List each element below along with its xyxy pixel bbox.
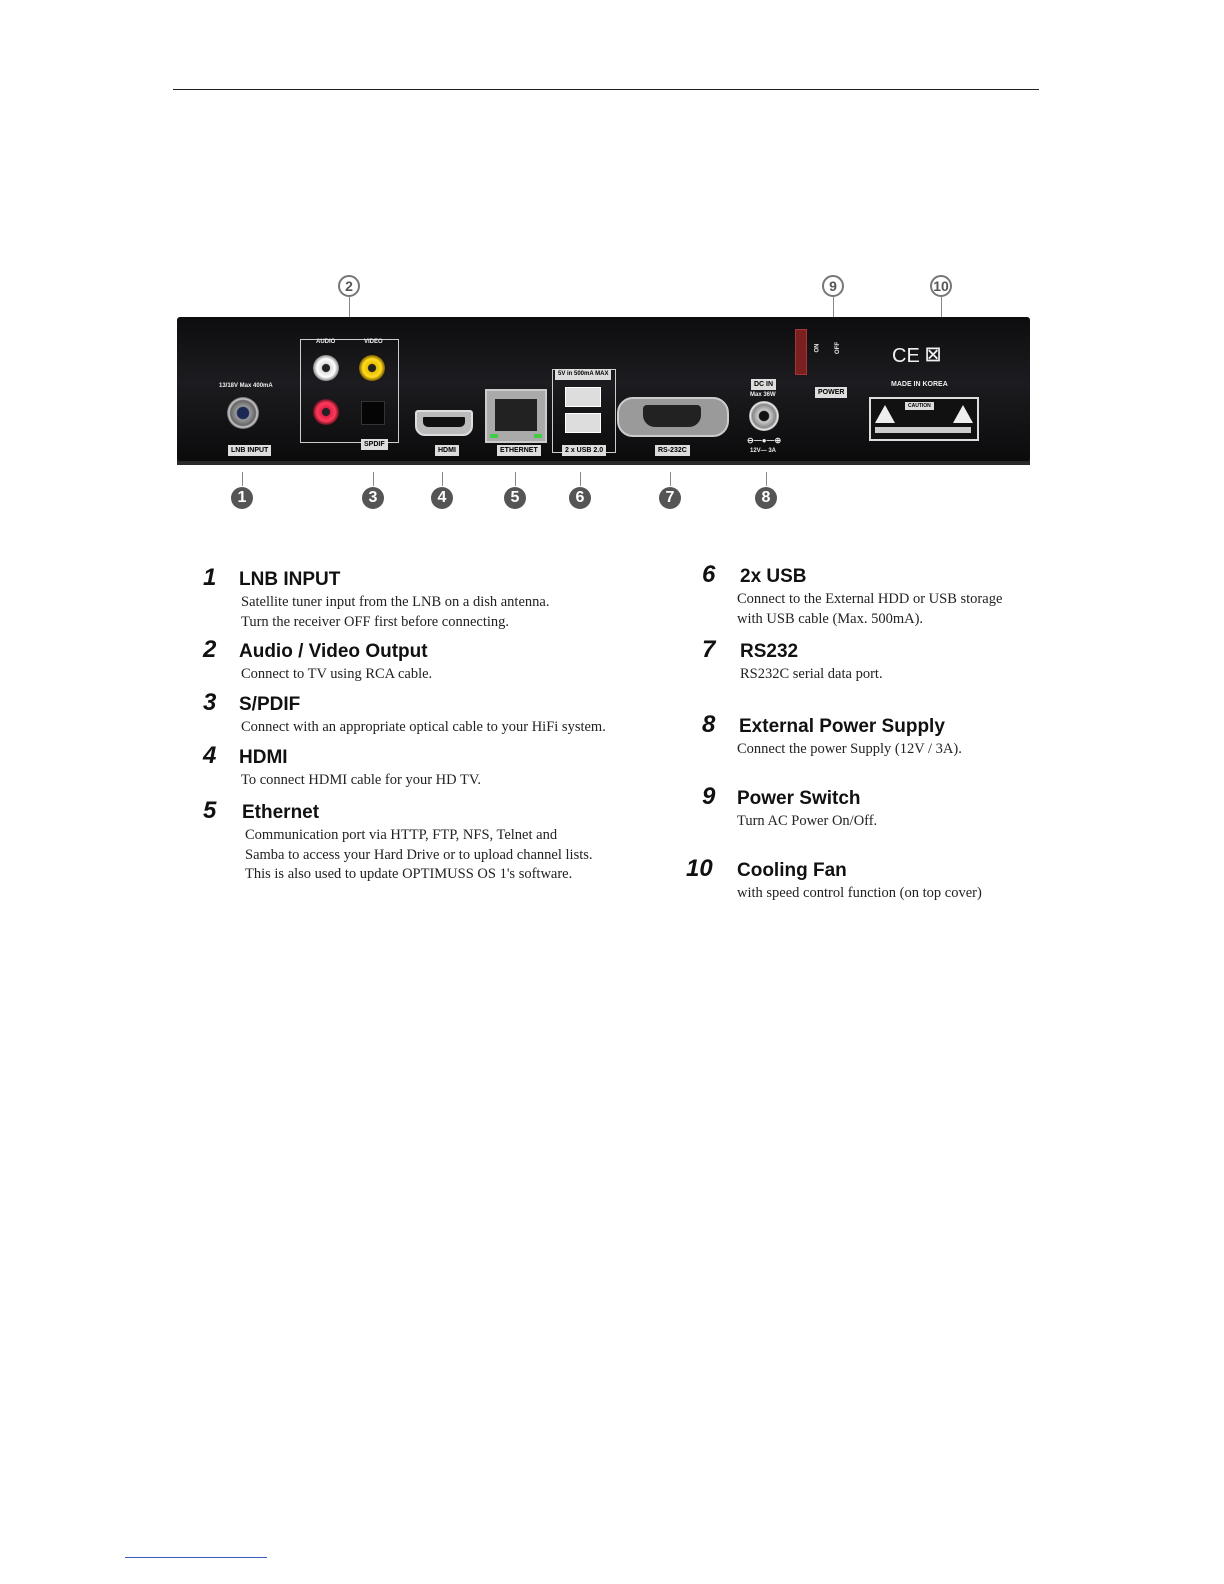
legend-item xyxy=(203,565,663,629)
video-label: VIDEO xyxy=(364,339,383,345)
switch-off-label: OFF xyxy=(835,342,841,354)
item-description: Connect to the External HDD or USB storage with USB cable (Max. 500mA). xyxy=(737,591,1003,627)
legend-item xyxy=(203,798,663,888)
item-description: with speed control function (on top cover) xyxy=(737,885,982,901)
dc-jack xyxy=(749,401,779,431)
item-number: 1 xyxy=(203,564,217,591)
item-title: Power Switch xyxy=(737,788,861,809)
receiver-rear xyxy=(177,317,1030,462)
item-description: Connect with an appropriate optical cable to your HiFi system. xyxy=(241,719,606,735)
footnote-rule xyxy=(125,1557,267,1558)
item-description: RS232C serial data port. xyxy=(740,666,883,682)
item-description: To connect HDMI cable for your HD TV. xyxy=(241,772,482,788)
usb-spec-label: 5V in 500mA MAX xyxy=(555,369,611,380)
dc-max-label: Max 36W xyxy=(750,392,776,398)
item-description: Communication port via HTTP, FTP, NFS, Telnet and Samba to access your Hard Drive or to upload channel lists. This is also used to update OPTIMUSS OS 1's software. xyxy=(245,827,593,882)
item-title: LNB INPUT xyxy=(239,569,341,590)
item-number: 4 xyxy=(203,742,217,769)
dc-rating-label: 12V— 3A xyxy=(750,448,777,454)
callout-8: 8 xyxy=(755,487,777,509)
item-description: Satellite tuner input from the LNB on a dish antenna. Turn the receiver OFF first before connecting. xyxy=(241,594,550,630)
item-description: Turn AC Power On/Off. xyxy=(737,813,878,829)
av-group xyxy=(300,339,399,443)
item-title: RS232 xyxy=(740,641,799,662)
legend-item xyxy=(702,712,1042,758)
usb-port-1 xyxy=(565,387,601,407)
power-switch xyxy=(795,329,807,375)
item-number: 9 xyxy=(702,783,716,810)
item-number: 5 xyxy=(203,797,217,824)
dc-polarity: ⊖—●—⊕ xyxy=(747,436,782,445)
rs232-label: RS-232C xyxy=(655,445,690,456)
device-back-panel xyxy=(170,268,1040,518)
legend-item xyxy=(702,784,1042,830)
lnb-connector xyxy=(227,397,259,429)
callout-4: 4 xyxy=(431,487,453,509)
item-description: Connect the power Supply (12V / 3A). xyxy=(737,741,962,757)
made-in-korea-label: MADE IN KOREA xyxy=(891,381,948,388)
item-description: Connect to TV using RCA cable. xyxy=(241,666,433,682)
legend-item xyxy=(702,562,1042,626)
dc-in-label: DC IN xyxy=(751,379,776,390)
callout-3: 3 xyxy=(362,487,384,509)
rs232-port xyxy=(617,397,729,437)
lnb-label: LNB INPUT xyxy=(228,445,271,456)
caution-label: CAUTION xyxy=(905,402,934,410)
item-title: Cooling Fan xyxy=(737,860,847,881)
item-number: 10 xyxy=(686,855,713,882)
usb-group xyxy=(552,369,616,453)
callout-2: 2 xyxy=(338,275,360,297)
legend-item xyxy=(702,637,1042,683)
item-number: 2 xyxy=(203,636,217,663)
item-title: S/PDIF xyxy=(239,694,301,715)
lnb-spec-label: 13/18V Max 400mA xyxy=(219,383,273,389)
legend-item xyxy=(203,743,663,789)
usb-label: 2 x USB 2.0 xyxy=(562,445,606,456)
rca-audio-left xyxy=(313,355,339,381)
ethernet-port xyxy=(485,389,547,443)
spdif-port xyxy=(361,401,385,425)
hdmi-label: HDMI xyxy=(435,445,459,456)
legend-item xyxy=(686,856,1042,902)
caution-plate xyxy=(869,397,979,441)
rca-audio-right xyxy=(313,399,339,425)
audio-label: AUDIO xyxy=(316,339,336,345)
ce-mark: CE xyxy=(892,345,920,367)
ethernet-label: ETHERNET xyxy=(497,445,541,456)
item-number: 8 xyxy=(702,711,716,738)
power-label: POWER xyxy=(815,387,847,398)
callout-10: 10 xyxy=(930,275,952,297)
legend-item xyxy=(203,637,663,683)
callout-7: 7 xyxy=(659,487,681,509)
callout-6: 6 xyxy=(569,487,591,509)
item-title: Audio / Video Output xyxy=(239,641,428,662)
item-number: 3 xyxy=(203,689,217,716)
hdmi-port xyxy=(415,410,473,436)
callout-9: 9 xyxy=(822,275,844,297)
rca-video xyxy=(359,355,385,381)
item-title: 2x USB xyxy=(740,566,807,587)
item-title: External Power Supply xyxy=(739,716,945,737)
header-rule xyxy=(173,89,1039,90)
item-title: Ethernet xyxy=(242,802,320,823)
item-number: 7 xyxy=(702,636,716,663)
spdif-label: SPDIF xyxy=(361,439,388,450)
item-title: HDMI xyxy=(239,747,288,768)
item-number: 6 xyxy=(702,561,716,588)
legend-item xyxy=(203,690,663,736)
switch-on-label: ON xyxy=(814,343,821,353)
usb-port-2 xyxy=(565,413,601,433)
callout-1: 1 xyxy=(231,487,253,509)
weee-icon: ☒ xyxy=(925,345,942,365)
callout-5: 5 xyxy=(504,487,526,509)
